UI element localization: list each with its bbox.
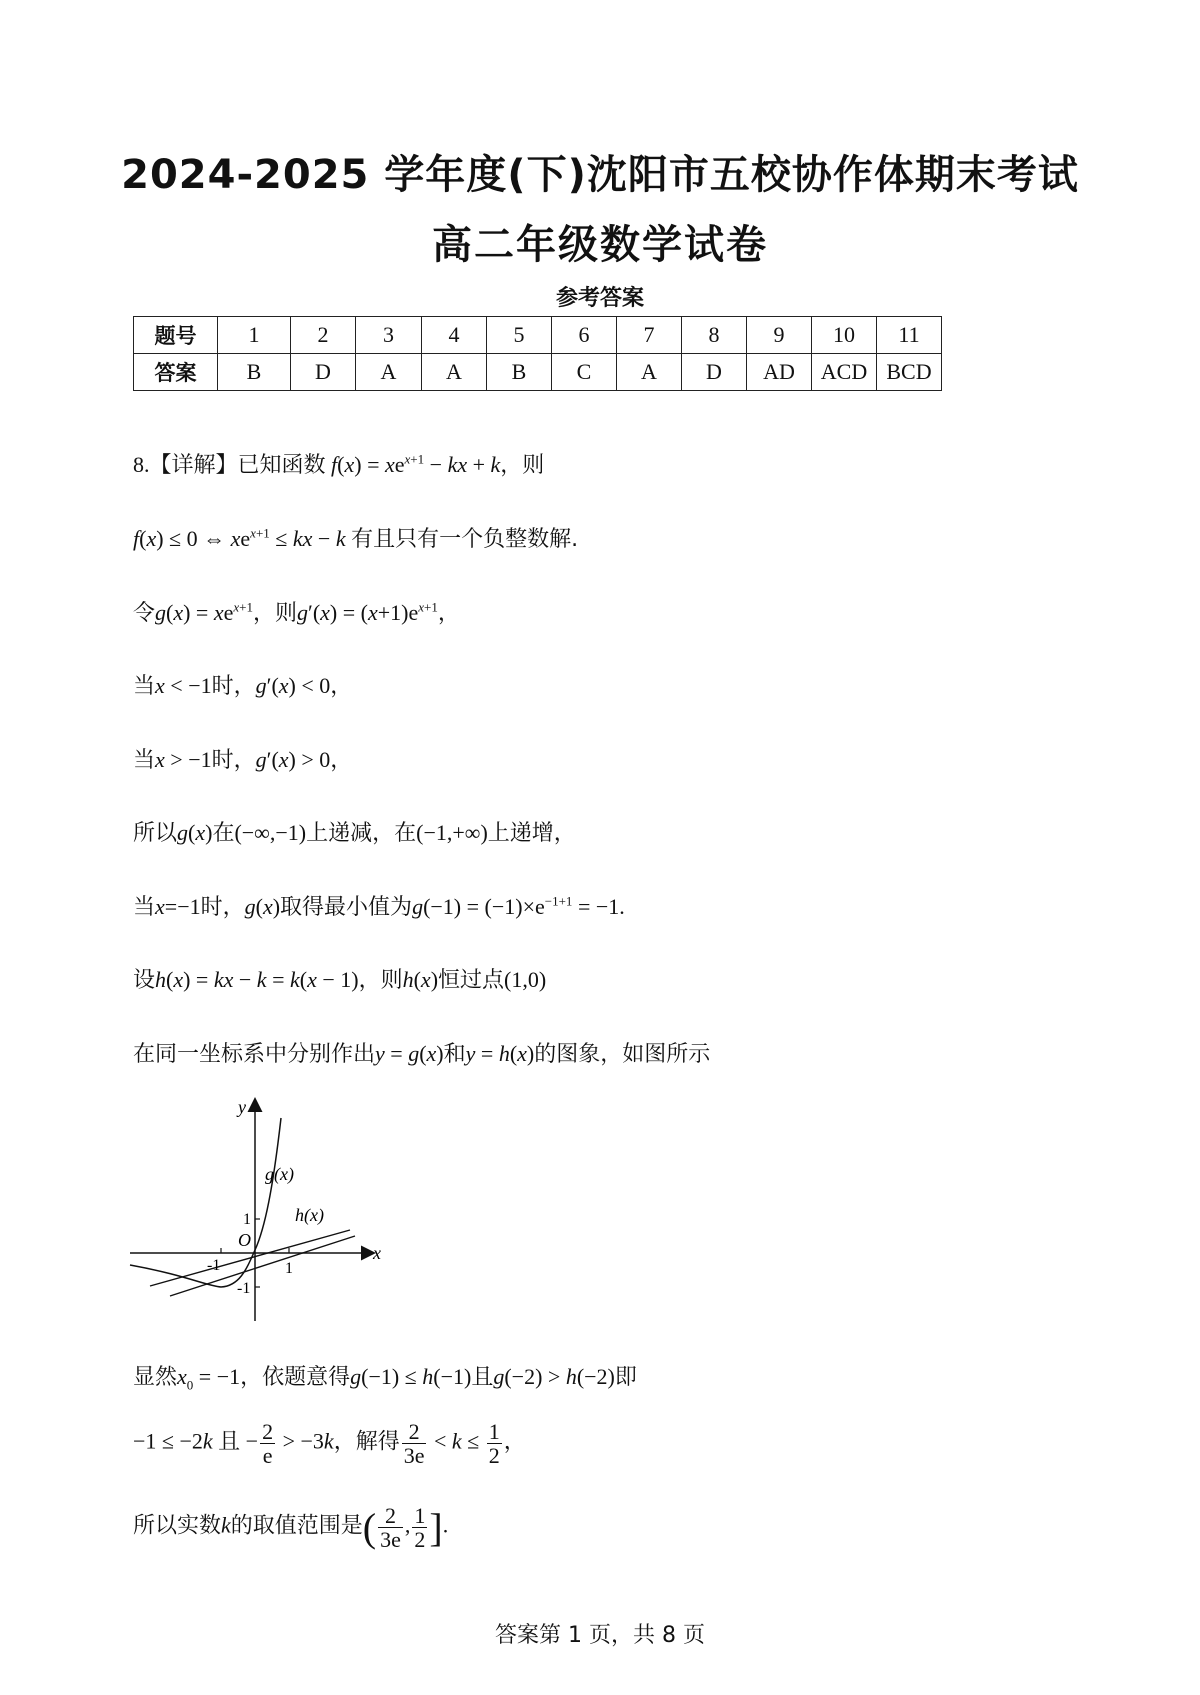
solution-line-3: 令$g(x) = xe^{x+1}$，则$g'(x) = (x+1)e^{x+1}$， (133, 599, 460, 626)
origin-label: O (238, 1230, 251, 1250)
table-cell: B (218, 354, 291, 391)
y-tick-label: 1 (243, 1211, 251, 1228)
table-cell: 8 (682, 317, 747, 354)
page-footer: 答案第 1 页，共 8 页 (495, 1623, 705, 1648)
exam-title: 2024-2025 学年度(下)沈阳市五校协作体期末考试 (121, 152, 1079, 198)
solution-line-12: 所以实数k的取值范围是( $\frac{2}{3e}$ , $\frac{1}{2}$ ]. (133, 1503, 449, 1553)
table-cell: A (617, 354, 682, 391)
table-cell: B (487, 354, 552, 391)
table-cell: 2 (291, 317, 356, 354)
table-cell: 4 (422, 317, 487, 354)
answer-row (134, 354, 942, 391)
table-cell: 10 (812, 317, 877, 354)
y-axis-label: y (238, 1097, 246, 1117)
table-cell: D (291, 354, 356, 391)
solution-line-9: 在同一坐标系中分别作出y = g(x)和y = h(x)的图象，如图所示 (133, 1041, 711, 1067)
answer-label: 答案 (134, 354, 218, 391)
table-cell: C (552, 354, 617, 391)
g-curve-label: g(x) (265, 1164, 294, 1184)
x-tick-label: 1 (285, 1260, 293, 1277)
function-graph-figure (125, 1093, 395, 1328)
y-tick-label: -1 (237, 1280, 251, 1297)
table-cell: 11 (877, 317, 942, 354)
x-tick-label: -1 (207, 1257, 221, 1274)
answer-table (133, 316, 942, 391)
solution-line-7: 当x=−1时，g(x)取得最小值为$g(-1) = (-1)\times e^{-1+1} = -1$. (133, 893, 625, 920)
table-cell: ACD (812, 354, 877, 391)
exam-subtitle: 高二年级数学试卷 (432, 222, 768, 268)
solution-line-10: 显然$x_0 = -1$，依题意得g(−1) ≤ h(−1)且g(−2) > h(−2)即 (133, 1364, 637, 1393)
table-cell: 5 (487, 317, 552, 354)
table-cell: 6 (552, 317, 617, 354)
solution-line-4: 当x < −1时，g′(x) < 0， (133, 673, 353, 699)
g-curve (130, 1118, 281, 1287)
table-cell: D (682, 354, 747, 391)
table-cell: 1 (218, 317, 291, 354)
solution-line-6: 所以g(x)在(−∞,−1)上递减，在(−1,+∞)上递增， (133, 820, 576, 846)
solution-line-1: 8.【详解】已知函数 $f(x) = xe^{x+1}$ − kx + k，则 (133, 451, 545, 478)
h-line-label: h(x) (295, 1205, 324, 1225)
solution-line-11: −1 ≤ −2k 且 − $\frac{2}{e}$ > −3k，解得 $\frac{2}{3e}$ < k ≤ $\frac{1}{2}$ ， (133, 1419, 526, 1469)
question-number-label: 题号 (134, 317, 218, 354)
solution-line-8: 设h(x) = kx − k = k(x − 1)，则h(x)恒过点(1,0) (133, 967, 547, 993)
x-axis-label: x (373, 1243, 381, 1263)
question-number-row (134, 317, 942, 354)
table-cell: 3 (356, 317, 422, 354)
reference-answer-heading: 参考答案 (555, 286, 644, 311)
solution-line-5: 当x > −1时，g′(x) > 0， (133, 747, 353, 773)
table-cell: A (422, 354, 487, 391)
table-cell: 9 (747, 317, 812, 354)
h-line-1 (170, 1236, 355, 1296)
table-cell: 7 (617, 317, 682, 354)
table-cell: BCD (877, 354, 942, 391)
table-cell: A (356, 354, 422, 391)
solution-line-2: f(x) ≤ 0 ⇔ $xe^{x+1}$ ≤ kx − k 有且只有一个负整数解. (133, 525, 579, 552)
table-cell: AD (747, 354, 812, 391)
